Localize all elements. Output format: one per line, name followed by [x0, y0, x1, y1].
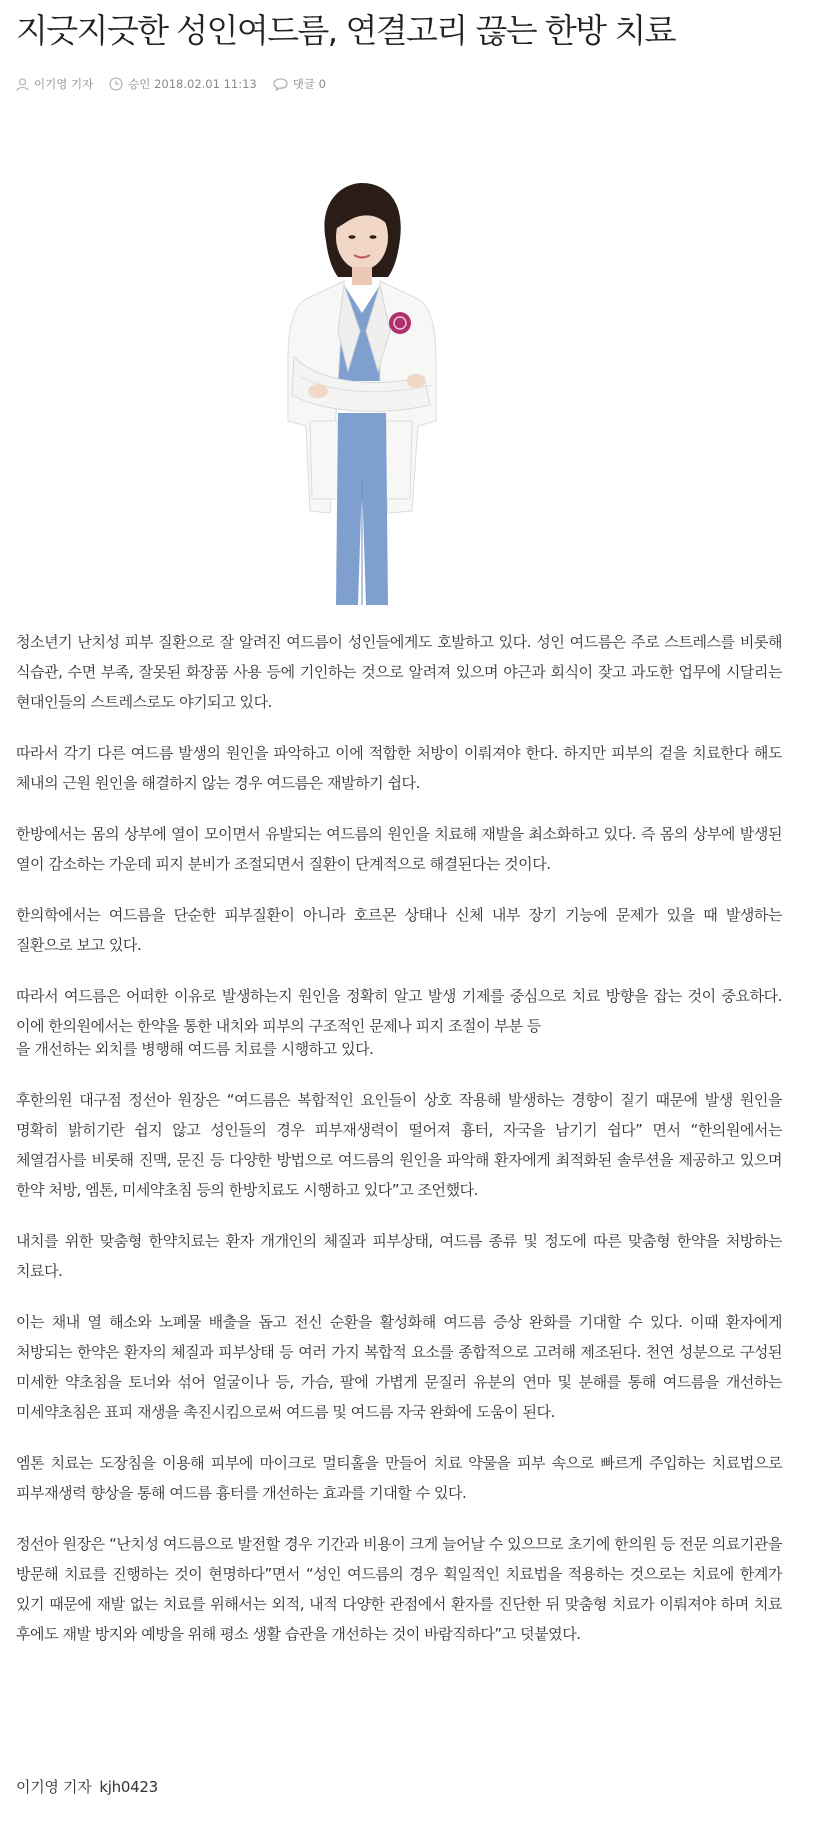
article-paragraph-7: 내치를 위한 맞춤형 한약치료는 환자 개개인의 체질과 피부상태, 여드름 종류 및 정도에 따른 맞춤형 한약을 처방하는 치료다.	[16, 1232, 782, 1280]
meta-author	[16, 76, 93, 92]
article-body	[16, 627, 782, 1670]
speech-bubble-icon	[273, 78, 288, 91]
article-paragraph-1: 청소년기 난치성 피부 질환으로 잘 알려진 여드름이 성인들에게도 호발하고 있다. 성인 여드름은 주로 스트레스를 비롯해 식습관, 수면 부족, 잘못된 화장품 사용 등에 기인하는 것으로 알려져 있으며 야근과 회식이 잦고 과도한 업무에 시달리는 현대인들의 스트레스로도 야기되고 있다.	[16, 633, 782, 711]
article-paragraph-5-continued: 을 개선하는 외치를 병행해 여드름 치료를 시행하고 있다.	[16, 1040, 374, 1058]
doctor-portrait	[248, 181, 474, 605]
byline-author: 이기영 기자	[16, 1778, 92, 1796]
article-meta	[16, 76, 342, 92]
meta-comments-text: 댓글 0	[292, 77, 326, 91]
article-paragraph-5: 따라서 여드름은 어떠한 이유로 발생하는지 원인을 정확히 알고 발생 기제를 중심으로 치료 방향을 잡는 것이 중요하다. 이에 한의원에서는 한약을 통한 내치와 피부의 구조적인 문제나 피지 조절이 부분 등	[16, 987, 782, 1035]
article-paragraph-4: 한의학에서는 여드름을 단순한 피부질환이 아니라 호르몬 상태나 신체 내부 장기 기능에 문제가 있을 때 발생하는 질환으로 보고 있다.	[16, 906, 782, 954]
article-paragraph-3: 한방에서는 몸의 상부에 열이 모이면서 유발되는 여드름의 원인을 치료해 재발을 최소화하고 있다. 즉 몸의 상부에 발생된 열이 감소하는 가운데 피지 분비가 조절되면서 질환이 단계적으로 해결된다는 것이다.	[16, 825, 782, 873]
meta-comments[interactable]	[273, 76, 326, 92]
clock-icon	[109, 77, 123, 91]
person-icon	[16, 78, 29, 91]
article-byline	[16, 1776, 158, 1797]
meta-date	[109, 76, 257, 92]
article-paragraph-6: 후한의원 대구점 정선아 원장은 “여드름은 복합적인 요인들이 상호 작용해 발생하는 경향이 짙기 때문에 발생 원인을 명확히 밝히기란 쉽지 않고 성인들의 경우 피부재생력이 떨어져 흉터, 자국을 남기기 쉽다” 면서 “한의원에서는 체열검사를 비롯해 진맥, 문진 등 다양한 방법으로 여드름의 원인을 파악해 환자에게 최적화된 솔루션을 제공하고 있으며 한약 처방, 엠톤, 미세약초침 등의 한방치료도 시행하고 있다”고 조언했다.	[16, 1091, 783, 1199]
article-paragraph-10: 정선아 원장은 “난치성 여드름으로 발전할 경우 기간과 비용이 크게 늘어날 수 있으므로 초기에 한의원 등 전문 의료기관을 방문해 치료를 진행하는 것이 현명하다”면서 “성인 여드름의 경우 획일적인 치료법을 적용하는 것으로는 치료에 한계가 있기 때문에 재발 없는 치료를 위해서는 외적, 내적 다양한 관점에서 환자를 진단한 뒤 맞춤형 치료가 이뤄져야 하며 치료 후에도 재발 방지와 예방을 위해 평소 생활 습관을 개선하는 것이 바람직하다”고 덧붙였다.	[16, 1535, 782, 1643]
article-paragraph-8: 이는 채내 열 해소와 노폐물 배출을 돕고 전신 순환을 활성화해 여드름 증상 완화를 기대할 수 있다. 이때 환자에게 처방되는 한약은 환자의 체질과 피부상태 등 여러 가지 복합적 요소를 종합적으로 고려해 제조된다. 천연 성분으로 구성된 미세한 약초침을 토너와 섞어 얼굴이나 등, 가슴, 팔에 가볍게 문질러 유분의 연마 및 분해를 통해 여드름을 개선하는 미세약초침은 표피 재생을 촉진시킴으로써 여드름 및 여드름 자국 완화에 도움이 된다.	[16, 1313, 782, 1421]
byline-id: kjh0423	[99, 1778, 158, 1796]
article-paragraph-2: 따라서 각기 다른 여드름 발생의 원인을 파악하고 이에 적합한 처방이 이뤄져야 한다. 하지만 피부의 겉을 치료한다 해도 체내의 근원 원인을 해결하지 않는 경우 여드름은 재발하기 쉽다.	[16, 744, 782, 792]
article-title: 지긋지긋한 성인여드름, 연결고리 끊는 한방 치료	[16, 11, 675, 50]
meta-datetime: 2018.02.01 11:13	[154, 77, 257, 91]
meta-author-text: 이기영 기자	[34, 77, 94, 91]
meta-status: 승인	[128, 77, 151, 91]
article-paragraph-9: 엠톤 치료는 도장침을 이용해 피부에 마이크로 멀티홀을 만들어 치료 약물을 피부 속으로 빠르게 주입하는 치료법으로 피부재생력 향상을 통해 여드름 흉터를 개선하는 효과를 기대할 수 있다.	[16, 1454, 782, 1502]
article-photo	[248, 181, 474, 605]
